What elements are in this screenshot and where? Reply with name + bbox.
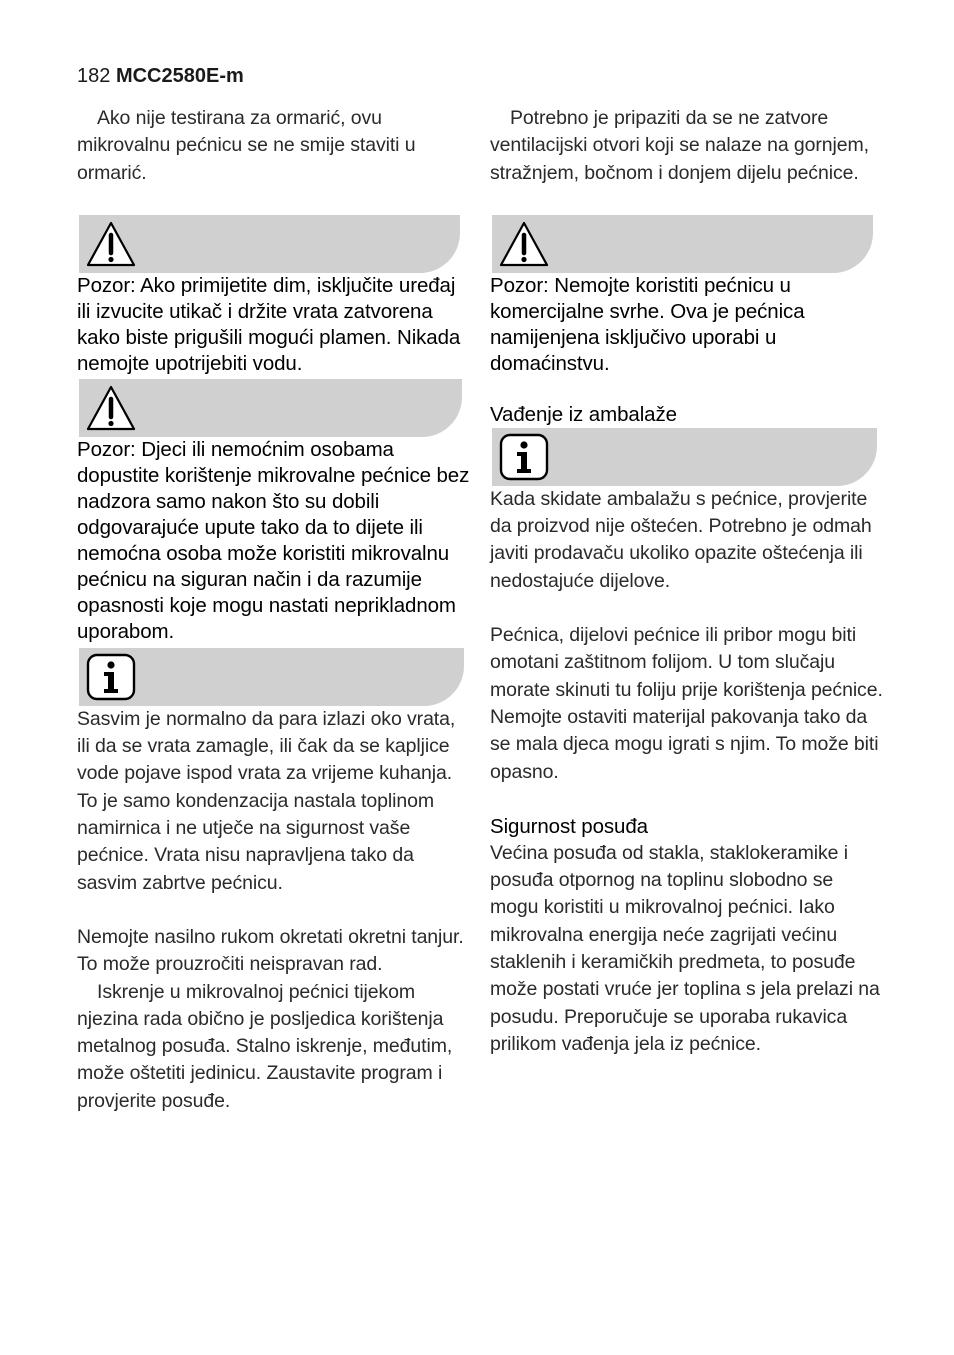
page-header xyxy=(77,64,244,88)
info-icon xyxy=(85,652,137,702)
warning-band xyxy=(492,215,873,273)
warning-triangle-icon xyxy=(85,219,137,269)
warning-smoke-text: Pozor: Ako primijetite dim, isključite uređaj ili izvucite utikač i držite vrata zatvorena kako biste prigušili mogući plamen. Nikada nemojte upotrijebiti vodu. xyxy=(77,273,461,375)
model-name: MCC2580E-m xyxy=(115,65,244,87)
info-band xyxy=(79,648,464,706)
sparks-paragraph: Iskrenje u mikrovalnoj pećnici tijekom njezina rada obično je posljedica korištenja metalnog posuđa. Stalno iskrenje, međutim, može oštetiti jedinicu. Zaustavite program i provjerite posuđe. xyxy=(77,980,453,1112)
intro-paragraph: Ako nije testirana za ormarić, ovu mikrovalnu pećnicu se ne smije staviti u ormarić. xyxy=(77,107,416,184)
warning-triangle-icon xyxy=(498,219,550,269)
warning-triangle-icon xyxy=(85,383,137,433)
warning-children-text: Pozor: Djeci ili nemoćnim osobama dopustite korištenje mikrovalne pećnice bez nadzora samo nakon što su dobili odgovarajuće upute tako da to dijete ili nemoćna osoba može koristiti mikrovalnu pećnicu na siguran način i da razumije opasnosti koje mogu nastati neprikladnom uporabom. xyxy=(77,437,470,643)
warning-band xyxy=(79,215,460,273)
info-icon xyxy=(498,432,550,482)
turntable-paragraph: Nemojte nasilno rukom okretati okretni tanjur. To može prouzročiti neispravan rad. xyxy=(77,925,464,976)
info-condensation-text: Sasvim je normalno da para izlazi oko vrata, ili da se vrata zamagle, ili čak da se kapljice vode pojave ispod vrata za vrijeme kuhanja. To je samo kondenzacija nastala toplinom namirnica i ne utječe na sigurnost vaše pećnice. Vrata nisu napravljena tako da sasvim zabrtve pećnicu. xyxy=(77,707,456,894)
info-band xyxy=(492,428,877,486)
info-damage-text: Kada skidate ambalažu s pećnice, provjerite da proizvod nije oštećen. Potrebno je odmah javiti prodavaču ukoliko opazite oštećenja ili nedostajuće dijelove. xyxy=(490,487,872,592)
left-column xyxy=(77,105,472,1115)
unpacking-heading: Vađenje iz ambalaže xyxy=(490,402,677,426)
warning-commercial-text: Pozor: Nemojte koristiti pećnicu u komercijalne svrhe. Ova je pećnica namijenjena isključivo uporabi u domaćinstvu. xyxy=(490,273,805,375)
page-number: 182 xyxy=(77,65,111,87)
warning-band xyxy=(79,379,462,437)
right-column xyxy=(490,105,885,1058)
foil-paragraph: Pećnica, dijelovi pećnice ili pribor mogu biti omotani zaštitnom folijom. U tom slučaju morate skinuti tu foliju prije korištenja pećnice. Nemojte ostaviti materijal pakovanja tako da se mala djeca mogu igrati s njim. To može biti opasno. xyxy=(490,624,883,783)
ventilation-paragraph: Potrebno je pripaziti da se ne zatvore ventilacijski otvori koji se nalaze na gornjem, stražnjem, bočnom i donjem dijelu pećnice. xyxy=(490,107,869,184)
safety-heading: Sigurnost posuđa xyxy=(490,814,648,838)
safety-paragraph: Većina posuđa od stakla, staklokeramike i posuđa otpornog na toplinu slobodno se mogu koristiti u mikrovalnoj pećnici. Iako mikrovalna energija neće zagrijati većinu staklenih i keramičkih predmeta, to posuđe može postati vruće jer toplina s jela prelazi na posudu. Preporučuje se uporaba rukavica prilikom vađenja jela iz pećnice. xyxy=(490,841,880,1055)
